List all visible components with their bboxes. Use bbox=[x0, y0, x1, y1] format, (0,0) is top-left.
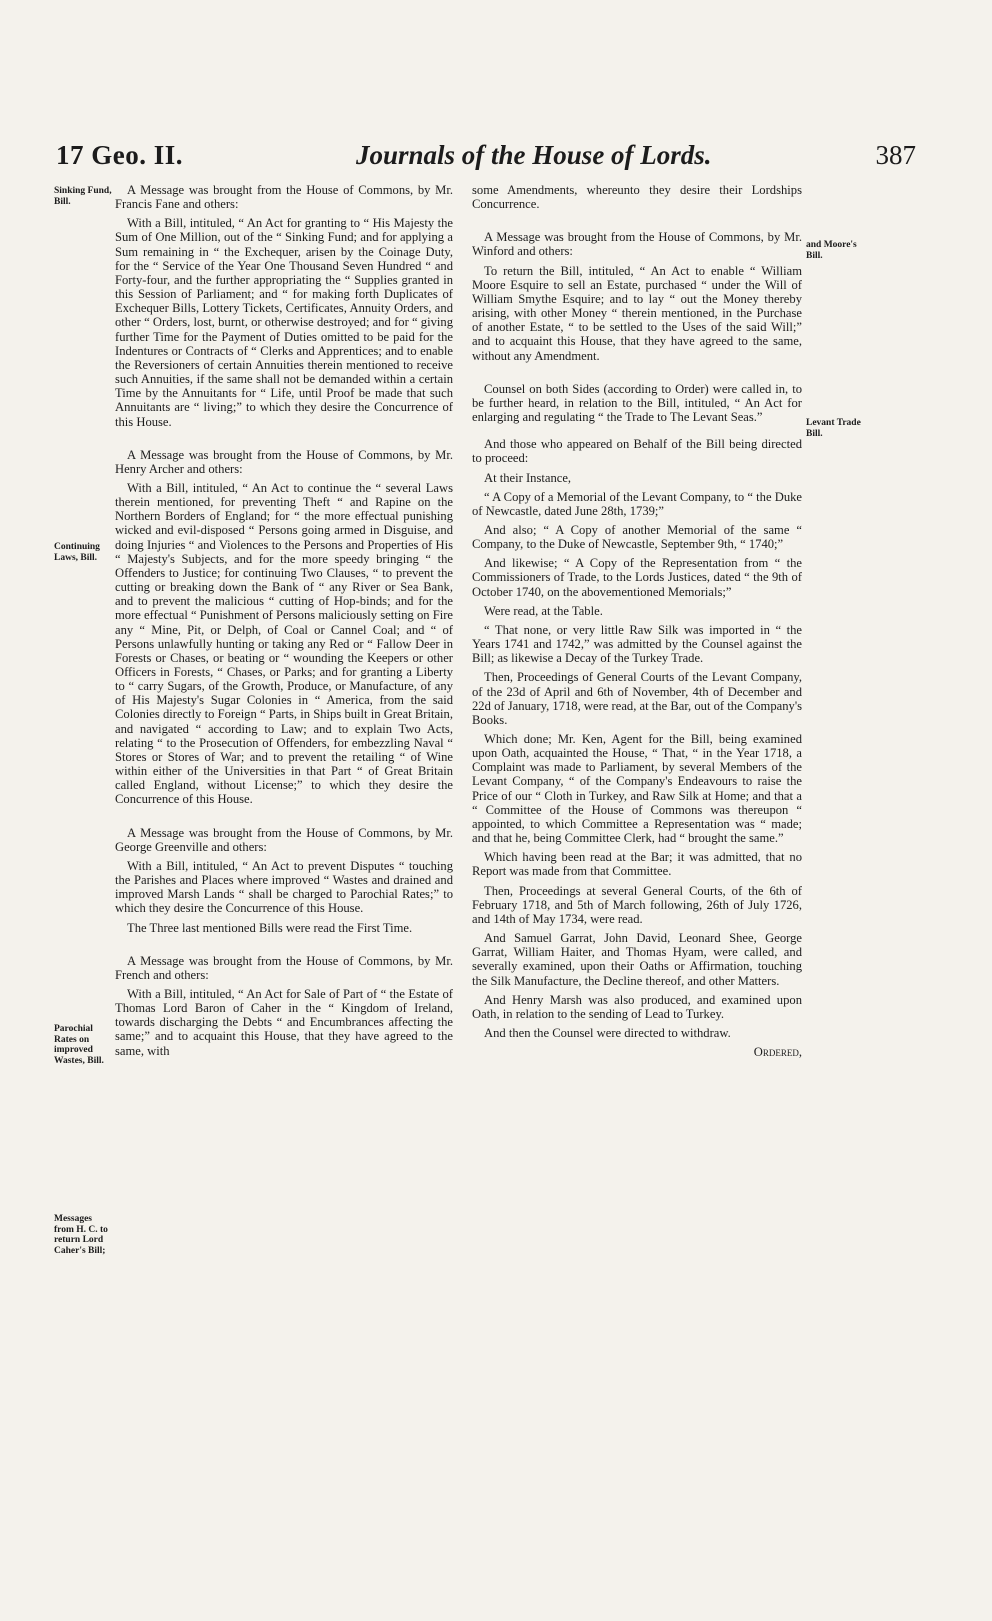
paragraph: With a Bill, intituled, “ An Act for granting to “ His Majesty the Sum of One Million, out of the “ Sinking Fund; and for applying a Sum remaining in “ the Exchequer, arisen by the Coinage Duty, for the “ Service of the Year One Thousand Seven Hundred “ and Forty-four, and the further appropriating the “ Supplies granted in this Session of Parliament; and “ for making forth Duplicates of Exchequer Bills, Lottery Tickets, Certificates, Annuity Orders, and other “ Orders, lost, burnt, or otherwise destroyed; and for “ giving further Time for the Payment of Duties omitted to be paid for the Indentures or Contracts of “ Clerks and Apprentices; and to enable the Reversioners of certain Annuities therein mentioned to receive such Annuities, if the same shall not be demanded within a certain Time by the Annuitants for “ Life, until Proof be made that such Annuitants are “ living;” to which they desire the Concurrence of this House. bbox=[115, 216, 453, 429]
margin-note-sinking-fund: Sinking Fund, Bill. bbox=[54, 186, 112, 207]
paragraph: Were read, at the Table. bbox=[484, 603, 603, 618]
paragraph: Then, Proceedings of General Courts of the Levant Company, of the 23d of April and 6th of November, 4th of December and 22d of January, 1718, were read, at the Bar, out of the Company's Books. bbox=[472, 670, 802, 727]
margin-note-levant-trade: Levant Trade Bill. bbox=[806, 418, 861, 439]
paragraph: Which done; Mr. Ken, Agent for the Bill, being examined upon Oath, acquainted the House, “ That, “ in the Year 1718, a Complaint was made to Parliament, by several Members of the Levant Company, “ of the Company's Endeavours to raise the Price of our “ Cloth in Turkey, and Raw Silk at Home; and that a “ Committee of the House of Commons was thereupon “ appointed, to which Committee a Representation was “ made; and that he, being Committee Clerk, had “ brought the same.” bbox=[472, 732, 802, 846]
paragraph: Which having been read at the Bar; it was admitted, that no Report was made from that Committee. bbox=[472, 850, 802, 879]
paragraph: With a Bill, intituled, “ An Act for Sale of Part of “ the Estate of Thomas Lord Baron of Caher in the “ Kingdom of Ireland, towards discharging the Debts “ and Encumbrances affecting the same;” and to acquaint this House, that they have agreed to the same, with bbox=[115, 986, 453, 1058]
section-gap bbox=[115, 434, 453, 448]
catchword: Ordered, bbox=[753, 1045, 802, 1060]
margin-note-parochial-rates: Parochial Rates on improved Wastes, Bill. bbox=[54, 1024, 104, 1066]
paragraph: A Message was brought from the House of Commons, by Mr. Henry Archer and others: bbox=[115, 447, 453, 476]
section-gap bbox=[115, 812, 453, 826]
section-gap bbox=[472, 216, 802, 230]
paragraph: A Message was brought from the House of Commons, by Mr. Francis Fane and others: bbox=[115, 183, 453, 212]
paragraph: At their Instance, bbox=[484, 470, 572, 485]
paragraph: And Henry Marsh was also produced, and examined upon Oath, in relation to the sending of Lead to Turkey. bbox=[472, 992, 802, 1021]
section-gap bbox=[115, 940, 453, 954]
page-number: 387 bbox=[875, 140, 916, 170]
paragraph: And those who appeared on Behalf of the Bill being directed to proceed: bbox=[472, 437, 802, 466]
paragraph: A Message was brought from the House of Commons, by Mr. George Greenville and others: bbox=[115, 825, 453, 854]
right-column bbox=[472, 183, 802, 1064]
margin-note-messages-lord-caher: Messages from H. C. to return Lord Caher's Bill; bbox=[54, 1214, 108, 1256]
regnal-year: 17 Geo. II. bbox=[56, 140, 183, 170]
running-title: Journals of the House of Lords. bbox=[356, 140, 712, 170]
paragraph: With a Bill, intituled, “ An Act to prevent Disputes “ touching the Parishes and Places where improved “ Wastes and drained and improved Marsh Lands “ shall be charged to Parochial Rates;” to which they desire the Concurrence of this House. bbox=[115, 858, 453, 916]
section-gap bbox=[472, 429, 802, 437]
paragraph: “ That none, or very little Raw Silk was imported in “ the Years 1741 and 1742,” was admitted by the Counsel against the Bill; as likewise a Decay of the Turkey Trade. bbox=[472, 622, 802, 666]
page-header bbox=[56, 140, 916, 184]
paragraph: Then, Proceedings at several General Courts, of the 6th of February 1718, and 5th of March following, 26th of July 1726, and 14th of May 1734, were read. bbox=[472, 883, 802, 926]
left-column bbox=[115, 183, 453, 1063]
paragraph: A Message was brought from the House of Commons, by Mr. Winford and others: bbox=[472, 230, 802, 259]
margin-note-continuing-laws: Continuing Laws, Bill. bbox=[54, 542, 100, 563]
paragraph: Counsel on both Sides (according to Order) were called in, to be further heard, in relation to the Bill, intituled, “ An Act for enlarging and regulating “ the Trade to The Levant Seas.” bbox=[472, 381, 802, 425]
paragraph: And Samuel Garrat, John David, Leonard Shee, George Garrat, William Haiter, and Thomas Hyam, were called, and severally examined, upon their Oaths or Affirmation, touching the Silk Manufacture, the Decline thereof, and other Matters. bbox=[472, 931, 802, 988]
section-gap bbox=[472, 368, 802, 382]
paragraph: With a Bill, intituled, “ An Act to continue the “ several Laws therein mentioned, for preventing Theft “ and Rapine on the Northern Borders of England; for “ the more effectual punishing wicked and evil-disposed “ Persons going armed in Disguise, and doing Injuries “ and Violences to the Persons and Properties of His “ Majesty's Subjects, and for the more speedy bringing “ the Offenders to Justice; for continuing Two Clauses, “ to prevent the cutting or breaking down the Bank of “ any River or Sea Bank, and to prevent the malicious “ cutting of Hop-binds; and for the more effectual “ Punishment of Persons maliciously setting on Fire any “ Mine, Pit, or Delph, of Coal or Cannel Coal; and “ of Persons unlawfully hunting or taking any Red or “ Fallow Deer in Forests or Chases, or beating or “ wounding the Keepers or other Officers in Forests, “ Chases, or Parks; and for granting a Liberty to “ carry Sugars, of the Growth, Produce, or Manufacture, of any of His Majesty's Sugar Colonies in “ America, from the said Colonies directly to Foreign “ Parts, in Ships built in Great Britain, and navigated “ according to Law; and to explain Two Acts, relating “ to the Prosecution of Offenders, for embezzling Naval “ Stores or Stores of War; and to prevent the retailing “ of Wine within either of the Universities in that Part “ of Great Britain called England, without License;” to which they desire the Concurrence of this House. bbox=[115, 480, 453, 807]
paragraph: “ A Copy of a Memorial of the Levant Company, to “ the Duke of Newcastle, dated June 28th, 1739;” bbox=[472, 489, 802, 518]
paragraph: And likewise; “ A Copy of the Representation from “ the Commissioners of Trade, to the Lords Justices, dated “ the 9th of October 1740, on the abovementioned Memorials;” bbox=[472, 556, 802, 599]
paragraph: some Amendments, whereunto they desire their Lordships Concurrence. bbox=[472, 183, 802, 212]
paragraph: And also; “ A Copy of another Memorial of the same “ Company, to the Duke of Newcastle, September 9th, “ 1740;” bbox=[472, 522, 802, 552]
margin-note-moore-bill: and Moore's Bill. bbox=[806, 240, 857, 261]
paragraph: To return the Bill, intituled, “ An Act to enable “ William Moore Esquire to sell an Estate, purchased “ under the Will of William Smythe Esquire; and to lay “ out the Money thereby arising, with other Money “ therein mentioned, in the Purchase of another Estate, “ to be settled to the Uses of the said Will;” and to acquaint this House, that they have agreed to the same, without any Amendment. bbox=[472, 263, 802, 363]
paragraph: A Message was brought from the House of Commons, by Mr. French and others: bbox=[115, 953, 453, 982]
paragraph: And then the Counsel were directed to withdraw. bbox=[484, 1025, 731, 1040]
paragraph: The Three last mentioned Bills were read the First Time. bbox=[127, 920, 413, 935]
